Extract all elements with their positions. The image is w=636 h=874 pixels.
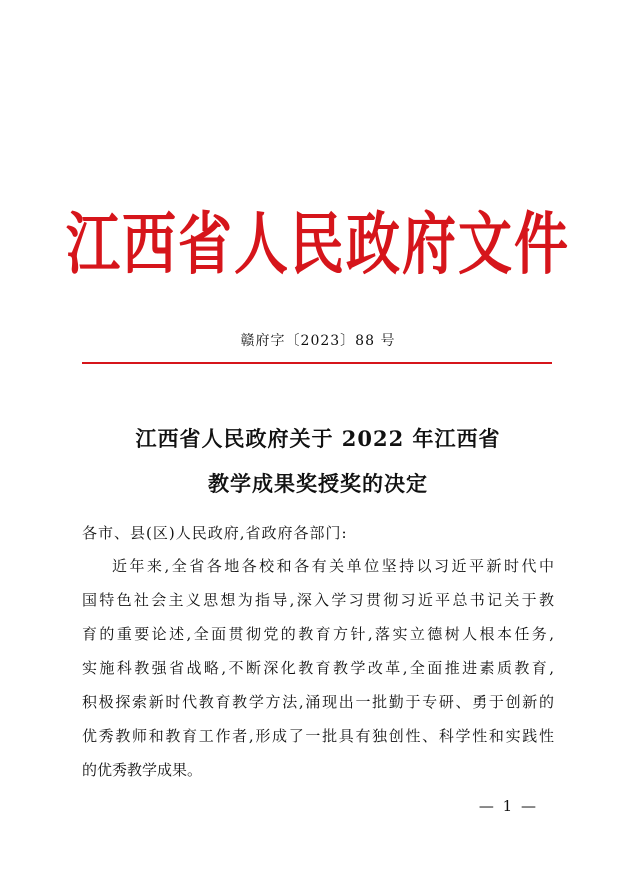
document-title-line-2: 教学成果奖授奖的决定: [208, 471, 428, 496]
body-paragraph: [82, 549, 554, 787]
salutation: 各市、县(区)人民政府,省政府各部门:: [82, 524, 348, 542]
body-line: 育的重要论述,全面贯彻党的教育方针,落实立德树人根本任务,: [82, 625, 554, 643]
body-line: 积极探索新时代教育教学方法,涌现出一批勤于专研、勇于创新的: [82, 693, 554, 711]
body-line: 近年来,全省各地各校和各有关单位坚持以习近平新时代中: [112, 557, 554, 575]
body-line: 的优秀教学成果。: [82, 761, 203, 779]
document-title-line-1: 江西省人民政府关于 2022 年江西省: [135, 426, 501, 451]
body-line: 优秀教师和教育工作者,形成了一批具有独创性、科学性和实践性: [82, 727, 554, 745]
document-number: 赣府字〔2023〕88 号: [240, 333, 396, 349]
red-divider-rule: [82, 362, 552, 364]
body-line: 国特色社会主义思想为指导,深入学习贯彻习近平总书记关于教: [82, 591, 554, 609]
body-line: 实施科教强省战略,不断深化教育教学改革,全面推进素质教育,: [82, 659, 554, 677]
page-number: — 1 —: [478, 797, 538, 815]
document-masthead: 江西省人民政府文件: [66, 205, 570, 284]
